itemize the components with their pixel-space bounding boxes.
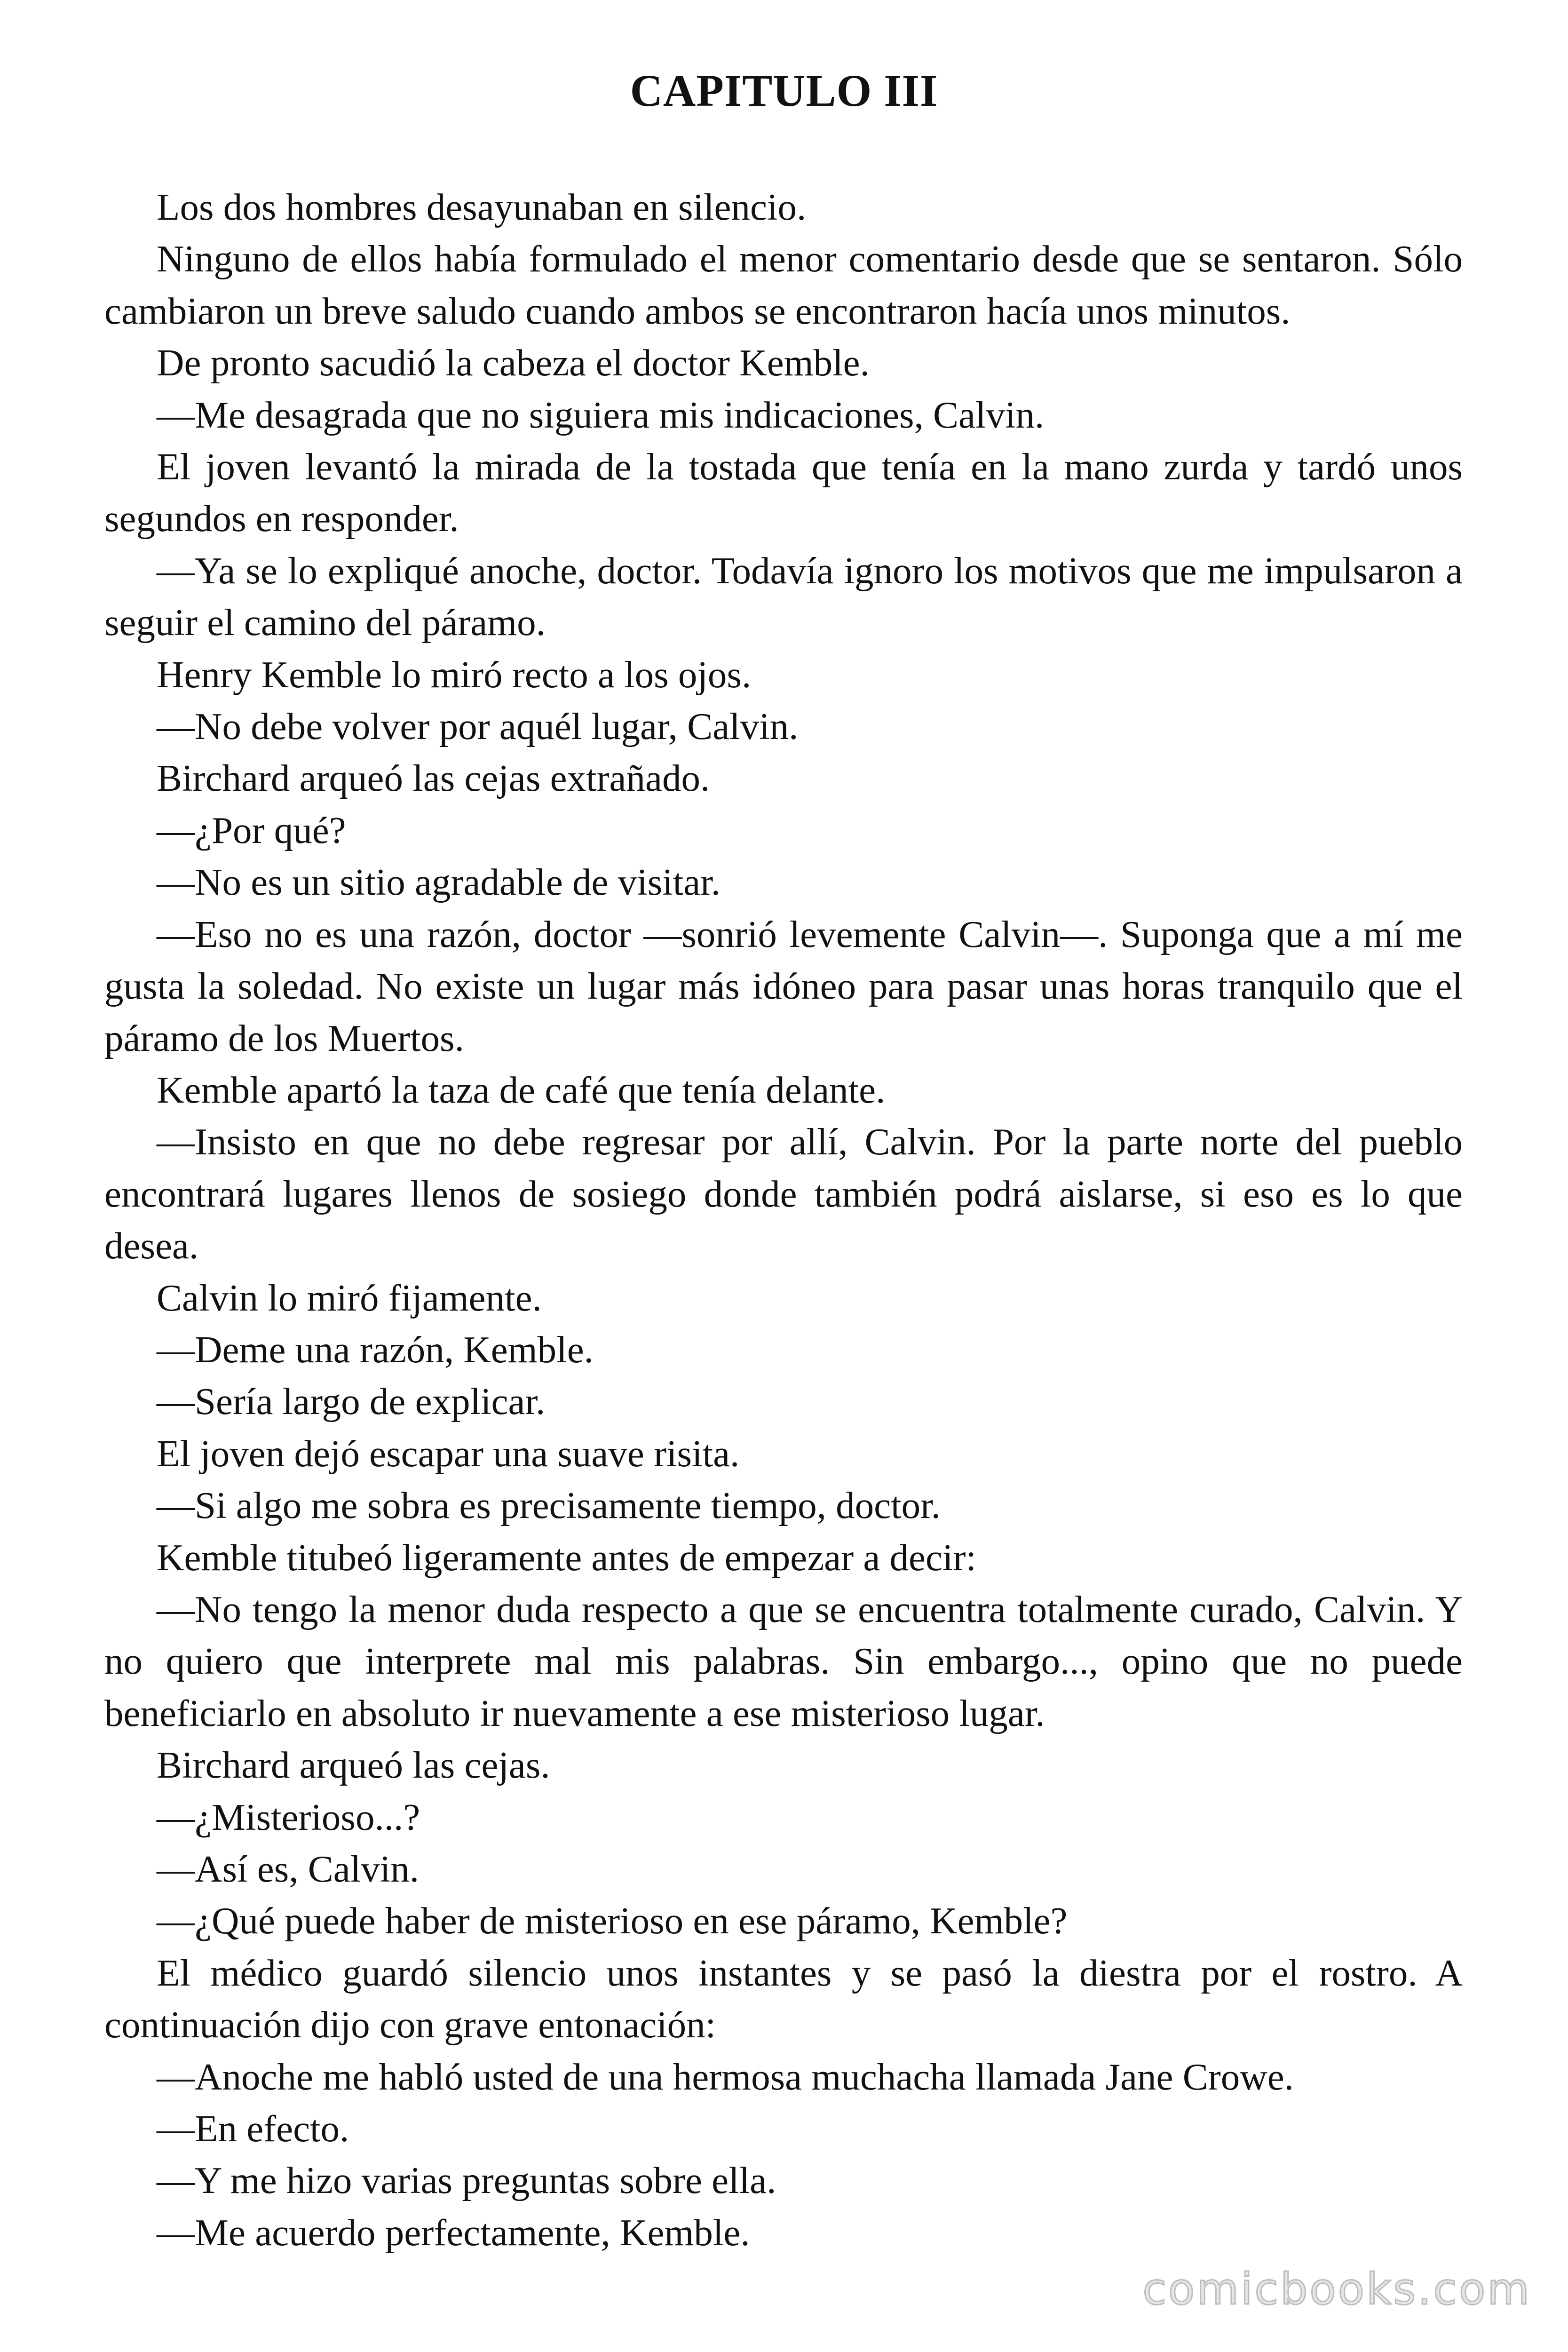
- chapter-title: CAPITULO III: [630, 65, 938, 116]
- paragraph-7: Henry Kemble lo miró recto a los ojos.: [157, 653, 752, 696]
- paragraph-12: —Eso no es una razón, doctor —sonrió levemente Calvin—. Suponga que a mí me gusta la soledad. No existe un lugar más idóneo para pasar unas horas tranquilo que el páramo de los Muertos.: [104, 913, 1463, 1059]
- paragraph-9: Birchard arqueó las cejas extrañado.: [157, 757, 710, 800]
- paragraph-1: Los dos hombres desayunaban en silencio.: [157, 186, 807, 228]
- paragraph-30: —Me acuerdo perfectamente, Kemble.: [157, 2211, 750, 2254]
- paragraph-11: —No es un sitio agradable de visitar.: [157, 861, 721, 904]
- paragraph-20: Kemble titubeó ligeramente antes de empezar a decir:: [157, 1536, 976, 1579]
- paragraph-5: El joven levantó la mirada de la tostada que tenía en la mano zurda y tardó unos segundos en responder.: [104, 445, 1463, 540]
- paragraph-3: De pronto sacudió la cabeza el doctor Kemble.: [157, 342, 870, 384]
- paragraph-6: —Ya se lo expliqué anoche, doctor. Todavía ignoro los motivos que me impulsaron a seguir el camino del páramo.: [104, 549, 1463, 644]
- paragraph-17: —Sería largo de explicar.: [157, 1380, 546, 1423]
- paragraph-22: Birchard arqueó las cejas.: [157, 1744, 550, 1787]
- paragraph-15: Calvin lo miró fijamente.: [157, 1276, 542, 1319]
- paragraph-8: —No debe volver por aquél lugar, Calvin.: [157, 705, 799, 748]
- paragraph-18: El joven dejó escapar una suave risita.: [157, 1432, 740, 1475]
- paragraph-21: —No tengo la menor duda respecto a que se encuentra totalmente curado, Calvin. Y no quiero que interprete mal mis palabras. Sin embargo..., opino que no puede beneficiarlo en absoluto ir nuevamente a ese misterioso lugar.: [104, 1588, 1463, 1734]
- paragraph-29: —Y me hizo varias preguntas sobre ella.: [157, 2159, 776, 2202]
- paragraph-2: Ninguno de ellos había formulado el menor comentario desde que se sentaron. Sólo cambiaron un breve saludo cuando ambos se encontraron hacía unos minutos.: [104, 238, 1463, 332]
- paragraph-27: —Anoche me habló usted de una hermosa muchacha llamada Jane Crowe.: [157, 2055, 1294, 2098]
- chapter-text: [104, 181, 1463, 2258]
- paragraph-28: —En efecto.: [157, 2107, 349, 2150]
- paragraph-16: —Deme una razón, Kemble.: [157, 1328, 594, 1371]
- paragraph-23: —¿Misterioso...?: [157, 1796, 420, 1838]
- paragraph-14: —Insisto en que no debe regresar por allí, Calvin. Por la parte norte del pueblo encontrará lugares llenos de sosiego donde también podrá aislarse, si eso es lo que desea.: [104, 1120, 1463, 1267]
- paragraph-26: El médico guardó silencio unos instantes y se pasó la diestra por el rostro. A continuación dijo con grave entonación:: [104, 1951, 1463, 2046]
- paragraph-4: —Me desagrada que no siguiera mis indicaciones, Calvin.: [157, 393, 1045, 436]
- paragraph-13: Kemble apartó la taza de café que tenía delante.: [157, 1068, 886, 1111]
- paragraph-10: —¿Por qué?: [157, 809, 346, 851]
- watermark: comicbooks.com: [1142, 2264, 1531, 2314]
- paragraph-19: —Si algo me sobra es precisamente tiempo, doctor.: [157, 1484, 941, 1527]
- paragraph-24: —Así es, Calvin.: [157, 1848, 419, 1890]
- paragraph-25: —¿Qué puede haber de misterioso en ese páramo, Kemble?: [157, 1899, 1068, 1942]
